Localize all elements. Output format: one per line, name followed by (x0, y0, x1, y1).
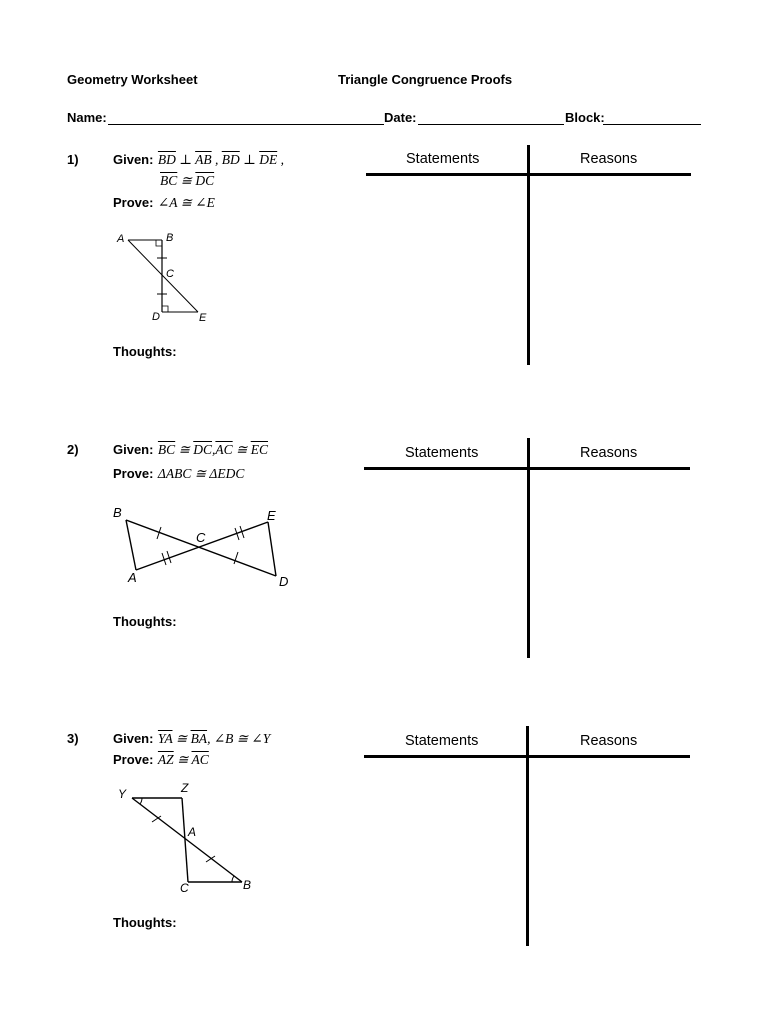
date-field-line[interactable] (418, 124, 564, 125)
prove-statement: Prove: ∠A ≅ ∠E (113, 195, 215, 210)
given-label: Given: (113, 152, 154, 167)
given-statement: Given: $\overline{BD}$ ⊥ $\overline{AB}$ , $\overline{BD}$ ⊥ $\overline{DE}$ , (113, 152, 284, 167)
label-c: C (166, 268, 174, 280)
given-statement-continued: $\overline{BC}$ ≅ $\overline{DC}$ (160, 173, 215, 188)
statements-header: Statements (405, 445, 479, 461)
label-y: Y (118, 787, 127, 801)
prove-label: Prove: (113, 752, 154, 767)
prove-statement: Prove: $\overline{AZ}$ ≅ $\overline{AC}$ (113, 752, 209, 767)
worksheet-subtitle: Triangle Congruence Proofs (338, 72, 513, 87)
prove-label: Prove: (113, 195, 154, 210)
thoughts-label: Thoughts: (113, 344, 177, 359)
segment: $\overline{BC}$ (160, 173, 178, 188)
segment: $\overline{BD}$ (157, 152, 176, 167)
label-z: Z (181, 781, 189, 795)
given-statement: Given: $\overline{YA}$ ≅ $\overline{BA}$, ∠B ≅ ∠Y (113, 731, 271, 746)
statements-header: Statements (406, 151, 480, 167)
name-label: Name: (67, 110, 107, 125)
label-a: A (128, 570, 137, 585)
figure-2 (108, 500, 298, 594)
problem-number: 3) (67, 731, 79, 746)
segment: $\overline{YA}$ (157, 731, 173, 746)
segment: $\overline{AZ}$ (157, 752, 174, 767)
segment: $\overline{DC}$ (195, 173, 215, 188)
reasons-header: Reasons (580, 445, 638, 461)
segment: $\overline{DE}$ (259, 152, 278, 167)
label-a: A (188, 825, 197, 839)
label-e: E (267, 508, 276, 523)
thoughts-label: Thoughts: (113, 614, 177, 629)
segment: $\overline{AC}$ (191, 752, 209, 767)
segment: $\overline{BD}$ (221, 152, 240, 167)
label-b: B (243, 878, 252, 892)
date-label: Date: (384, 110, 417, 125)
prove-label: Prove: (113, 466, 154, 481)
label-b: B (113, 505, 122, 520)
given-label: Given: (113, 731, 154, 746)
label-c: C (180, 881, 189, 895)
segment: $\overline{BA}$ (190, 731, 208, 746)
problem-number: 2) (67, 442, 79, 457)
statements-header: Statements (405, 733, 479, 749)
figure-3 (108, 780, 258, 896)
table-divider-vertical (527, 438, 530, 658)
prove-statement: Prove: ΔABC ≅ ΔEDC (113, 466, 245, 481)
label-d: D (279, 574, 289, 589)
given-label: Given: (113, 442, 154, 457)
figure-1 (110, 226, 220, 326)
block-label: Block: (565, 110, 605, 125)
segment: $\overline{AB}$ (195, 152, 212, 167)
problem-number: 1) (67, 152, 79, 167)
block-field-line[interactable] (603, 124, 701, 125)
thoughts-label: Thoughts: (113, 915, 177, 930)
segment: $\overline{EC}$ (250, 442, 268, 457)
segment: $\overline{BC}$ (157, 442, 176, 457)
table-divider-vertical (526, 726, 529, 946)
given-statement: Given: $\overline{BC}$ ≅ $\overline{DC},\overline{AC}$ ≅ $\overline{EC}$ (113, 442, 268, 457)
segment: $\overline{DC}$ (193, 442, 213, 457)
segment: $\overline{AC}$ (215, 442, 233, 457)
label-b: B (166, 232, 174, 244)
table-divider-vertical (527, 145, 530, 365)
label-e: E (199, 312, 207, 324)
label-d: D (152, 311, 160, 323)
name-field-line[interactable] (108, 124, 384, 125)
worksheet-title: Geometry Worksheet (67, 72, 198, 87)
reasons-header: Reasons (580, 151, 638, 167)
reasons-header: Reasons (580, 733, 638, 749)
label-c: C (196, 530, 206, 545)
label-a: A (117, 233, 125, 245)
